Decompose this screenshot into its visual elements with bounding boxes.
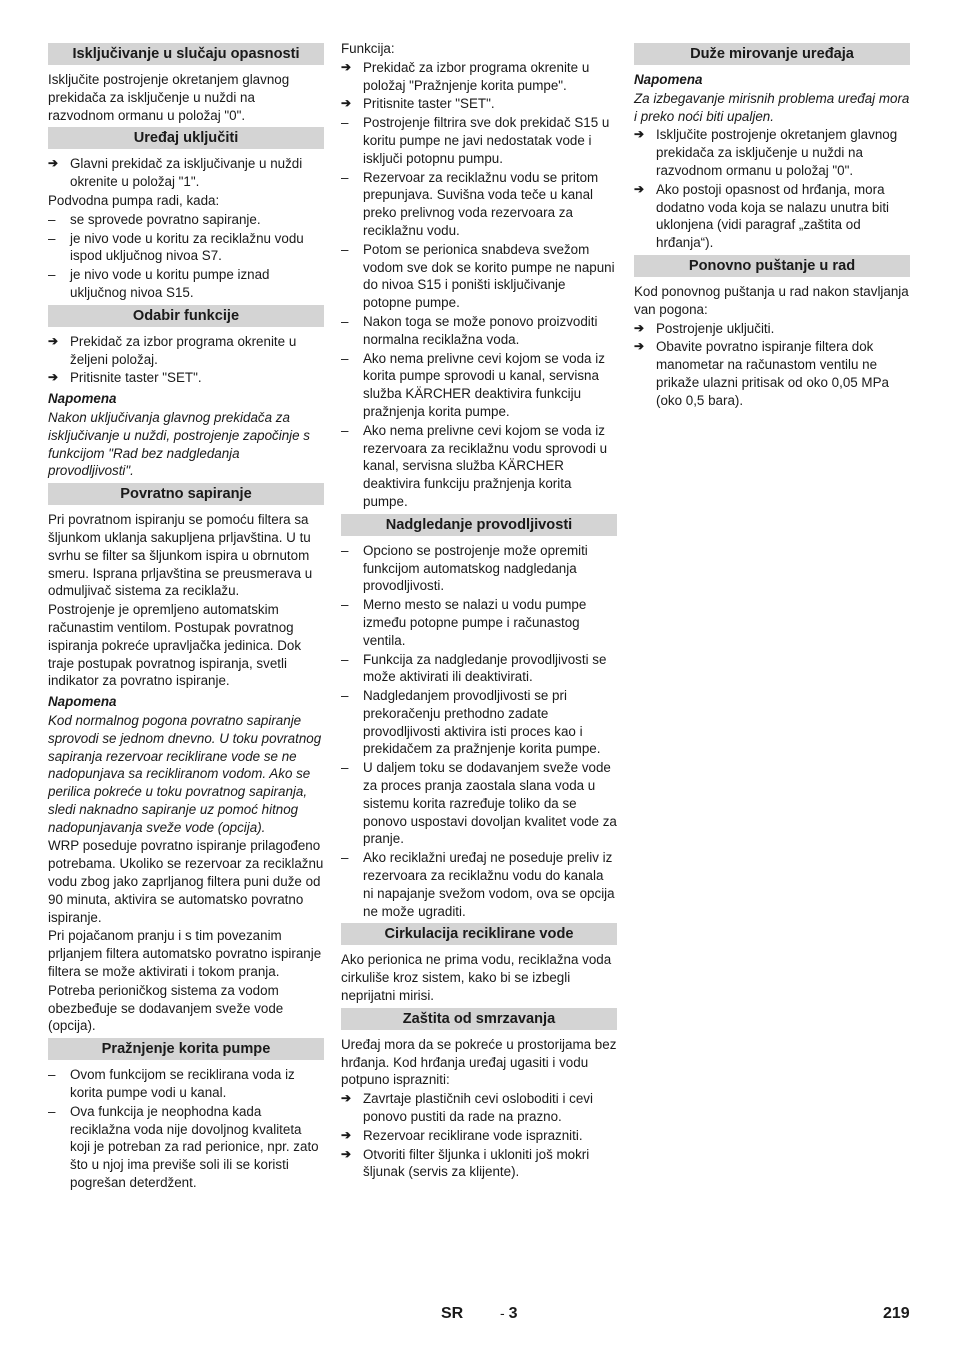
dash-bullet-icon: – (341, 760, 349, 776)
list-item-text: Potom se perionica snabdeva svežom vodom sve dok se korito pumpe ne napuni do nivoa S15 i poništi isključivanje potopne pumpe. (363, 241, 615, 311)
dash-bullet-icon: – (48, 230, 56, 246)
note-heading: Napomena (48, 391, 117, 407)
arrow-right-icon: ➔ (634, 320, 645, 335)
instruction-step (341, 1090, 617, 1126)
dash-bullet-icon: – (48, 211, 56, 227)
list-item-text: Pritisnite taster "SET". (363, 96, 495, 112)
column-middle (341, 40, 617, 1182)
dash-list-item (48, 1066, 324, 1102)
note-text: Za izbegavanje mirisnih problema uređaj mora i preko noći biti upaljen. (634, 90, 910, 124)
dash-bullet-icon: – (341, 542, 349, 558)
section-heading: Cirkulacija reciklirane vode (341, 923, 617, 945)
paragraph: Pri povratnom ispiranju se pomoću filtera sa šljunkom uklanja sakupljena prljavština. U tu svrhu se filter sa šljunkom ispira u obrnutom smeru. Isprana prljavština se preusmerava u odmuljivač sistema za reciklažu. (48, 512, 313, 599)
instruction-step (634, 126, 910, 179)
dash-list-item (341, 687, 617, 758)
list-item-text: Otvoriti filter šljunka i ukloniti još mokri šljunak (servis za klijente). (363, 1146, 590, 1180)
dash-list-item (341, 759, 617, 848)
section-heading: Duže mirovanje uređaja (634, 43, 910, 65)
section-heading: Uređaj uključiti (48, 127, 324, 149)
instruction-step (48, 155, 324, 191)
instruction-step (341, 59, 617, 95)
instruction-step (48, 369, 324, 387)
list-item-text: Nakon toga se može ponovo proizvoditi normalna reciklažna voda. (363, 313, 598, 347)
list-item-text: Prekidač za izbor programa okrenite u položaj "Pražnjenje korita pumpe". (363, 59, 590, 93)
section-heading: Zaštita od smrzavanja (341, 1008, 617, 1030)
page-number: 219 (883, 1305, 910, 1322)
list-item-text: Prekidač za izbor programa okrenite u željeni položaj. (70, 333, 297, 367)
arrow-right-icon: ➔ (341, 1091, 352, 1106)
dash-bullet-icon: – (341, 350, 349, 366)
instruction-step (634, 338, 910, 409)
paragraph: Ako perionica ne prima vodu, reciklažna voda cirkuliše kroz sistem, kako bi se izbegli neprijatni mirisi. (341, 952, 612, 1004)
list-item-text: Funkcija za nadgledanje provodljivosti se može aktivirati ili deaktivirati. (363, 651, 607, 685)
list-item-text: U daljem toku se dodavanjem sveže vode za proces pranja zaostala slana voda u sistemu korita razređuje toliko da se ponovo uspostavi dovoljan kvalitet vode za pranje. (363, 760, 617, 847)
list-item-text: Ako nema prelivne cevi kojom se voda iz korita pumpe sprovodi u kanal, servisna služba KÄRCHER deaktivira funkciju pražnjenja korita pumpe. (363, 350, 605, 419)
dash-list-item (341, 169, 617, 240)
dash-list-item (341, 313, 617, 349)
section-page-number (500, 1305, 517, 1323)
dash-list-item (341, 651, 617, 687)
dash-list-item (341, 849, 617, 920)
section-heading: Nadgledanje provodljivosti (341, 514, 617, 536)
column-left (48, 40, 324, 1193)
instruction-step (341, 1127, 617, 1145)
dash-list-item (341, 542, 617, 595)
list-item-text: se sprovede povratno sapiranje. (70, 211, 261, 227)
dash-bullet-icon: – (48, 267, 56, 283)
note-heading: Napomena (48, 694, 117, 710)
section-number: 3 (508, 1305, 518, 1322)
arrow-right-icon: ➔ (634, 127, 645, 142)
list-item-text: Ako nema prelivne cevi kojom se voda iz rezervoara za reciklažnu vodu sprovodi u kanal, servisna služba KÄRCHER deaktivira funkciju pražnjenja korita pumpe. (363, 422, 608, 509)
dash-list-item (341, 114, 617, 167)
note-text: Nakon uključivanja glavnog prekidača za isključivanje u nuždi, postrojenje započinje s funkcijom "Rad bez nadgledanja provodljivosti". (48, 409, 311, 479)
list-item-text: Postrojenje uključiti. (656, 320, 775, 336)
paragraph: Pri pojačanom pranju i s tim povezanim prljanjem filtera automatsko povratno ispiranje filtera se može aktivirati i tokom pranja. (48, 928, 322, 980)
list-item-text: je nivo vode u koritu pumpe iznad uključnog nivoa S15. (70, 267, 270, 300)
list-item-text: Rezervoar za reciklažnu vodu se pritom prepunjava. Suvišna voda teče u kanal preko prelivnog voda rezervoara za reciklažnu vodu. (363, 169, 599, 238)
language-code: SR (441, 1305, 464, 1322)
page-separator: - (500, 1305, 505, 1321)
dash-list-item (341, 422, 617, 511)
list-item-text: Zavrtaje plastičnih cevi osloboditi i cevi ponovo pustiti da rade na prazno. (363, 1091, 593, 1125)
dash-list-item (341, 596, 617, 649)
section-heading: Pražnjenje korita pumpe (48, 1038, 324, 1060)
paragraph: Postrojenje je opremljeno automatskim računastim ventilom. Postupak povratnog ispiranja pokreće upravljačka jedinica. Dok traje postupak povratnog ispiranja, svetli indikator za povratno ispiranje. (48, 602, 302, 689)
list-item-text: Ako reciklažni uređaj ne poseduje preliv iz rezervoara za reciklažnu vodu do kanala ni napajanje svežom vodom, ova se opcija ne može ugraditi. (363, 850, 615, 919)
list-item-text: Ova funkcija je neophodna kada reciklažna voda nije dovoljnog kvaliteta koji je potreban za rad perionice, npr. zato što u njoj ima previše soli ili se koristi pogrešan deterdžent. (70, 1103, 319, 1191)
list-item-text: Merno mesto se nalazi u vodu pumpe između potopne pumpe i računastog ventila. (363, 597, 587, 648)
list-item-text: Opciono se postrojenje može opremiti funkcijom automatskog nadgledanja provodljivosti. (363, 542, 588, 594)
section-heading: Isključivanje u slučaju opasnosti (48, 43, 324, 65)
dash-list-item (341, 350, 617, 421)
list-item-text: Isključite postrojenje okretanjem glavnog prekidača za isključenje u nuždi na razvodnom ormanu u položaj "0". (656, 127, 898, 178)
dash-bullet-icon: – (341, 597, 349, 613)
dash-bullet-icon: – (48, 1103, 56, 1119)
dash-list-item (48, 266, 324, 302)
dash-bullet-icon: – (341, 115, 349, 131)
section-heading: Ponovno puštanje u rad (634, 255, 910, 277)
arrow-right-icon: ➔ (634, 339, 645, 354)
list-item-text: Glavni prekidač za isključivanje u nuždi okrenite u položaj "1". (70, 156, 303, 190)
list-item-text: Obavite povratno ispiranje filtera dok manometar na računastom ventilu ne prikaže ulazni pritisak od oko 0,05 MPa (oko 0,5 bara). (656, 339, 889, 408)
section-heading: Odabir funkcije (48, 305, 324, 327)
arrow-right-icon: ➔ (48, 333, 59, 348)
instruction-step (48, 333, 324, 369)
paragraph: Uređaj mora da se pokreće u prostorijama bez hrđanja. Kod hrđanja uređaj ugasiti i vodu potpuno isprazniti: (341, 1036, 617, 1088)
arrow-right-icon: ➔ (341, 1146, 352, 1161)
instruction-step (634, 320, 910, 338)
paragraph: Potreba perioničkog sistema za vodom obezbeđuje se dodavanjem sveže vode (opcija). (48, 982, 284, 1034)
list-item-text: Rezervoar reciklirane vode isprazniti. (363, 1127, 583, 1143)
paragraph: WRP poseduje povratno ispiranje prilagođeno potrebama. Ukoliko se rezervoar za reciklažnu vodu zbog jako zaprljanog filtera puni duže od 90 minuta, aktivira se automatsko povratno ispiranje. (48, 838, 324, 925)
list-item-text: Nadgledanjem provodljivosti se pri prekoračenju prethodno zadate provodljivosti aktivira isti proces kao i prekidačem za pražnjenje korita pumpe. (363, 688, 601, 757)
paragraph: Isključite postrojenje okretanjem glavnog prekidača za isključenje u nuždi na razvodnom ormanu u položaj "0". (48, 72, 290, 123)
list-item-text: Pritisnite taster "SET". (70, 370, 202, 386)
list-item-text: Ako postoji opasnost od hrđanja, mora dodatno voda koja se nalazu unutra biti uklonjena (vidi paragraf „zaštita od hrđanja“). (656, 181, 890, 251)
arrow-right-icon: ➔ (48, 370, 59, 385)
dash-list-item (48, 230, 324, 266)
note-heading: Napomena (634, 72, 703, 87)
dash-list-item (341, 241, 617, 312)
list-item-text: Postrojenje filtrira sve dok prekidač S15 u koritu pumpe ne javi nedostatak vode i isključi potopnu pumpu. (363, 115, 610, 166)
list-item-text: Ovom funkcijom se reciklirana voda iz korita pumpe vodi u kanal. (70, 1067, 295, 1101)
dash-list-item (48, 1103, 324, 1192)
paragraph: Kod ponovnog puštanja u rad nakon stavljanja van pogona: (634, 283, 909, 317)
note-text: Kod normalnog pogona povratno sapiranje sprovodi se jednom dnevno. U toku povratnog sapiranja rezervoar reciklirane vode se ne nadopunjava sa recikliranom vodom. Ako se perilica pokreće u toku povratnog sapiranja, sledi naknadno sapiranje uz pomoć hitnog nadopunjavanja sveže vode (opcija). (48, 712, 322, 835)
page-footer (0, 1305, 954, 1329)
dash-bullet-icon: – (341, 651, 349, 667)
arrow-right-icon: ➔ (341, 1127, 352, 1142)
arrow-right-icon: ➔ (341, 59, 352, 74)
paragraph: Podvodna pumpa radi, kada: (48, 192, 220, 208)
dash-bullet-icon: – (341, 688, 349, 704)
arrow-right-icon: ➔ (634, 181, 645, 196)
instruction-step (341, 95, 617, 113)
dash-bullet-icon: – (341, 241, 349, 257)
column-right (634, 40, 910, 411)
dash-bullet-icon: – (341, 850, 349, 866)
section-heading: Povratno sapiranje (48, 483, 324, 505)
dash-bullet-icon: – (341, 313, 349, 329)
dash-bullet-icon: – (341, 169, 349, 185)
dash-bullet-icon: – (341, 422, 349, 438)
list-item-text: je nivo vode u koritu za reciklažnu vodu ispod uključnog nivoa S7. (70, 230, 304, 264)
dash-list-item (48, 211, 324, 229)
instruction-step (634, 181, 910, 252)
arrow-right-icon: ➔ (341, 96, 352, 111)
dash-bullet-icon: – (48, 1067, 56, 1083)
paragraph: Funkcija: (341, 41, 395, 56)
instruction-step (341, 1146, 617, 1182)
arrow-right-icon: ➔ (48, 156, 59, 171)
